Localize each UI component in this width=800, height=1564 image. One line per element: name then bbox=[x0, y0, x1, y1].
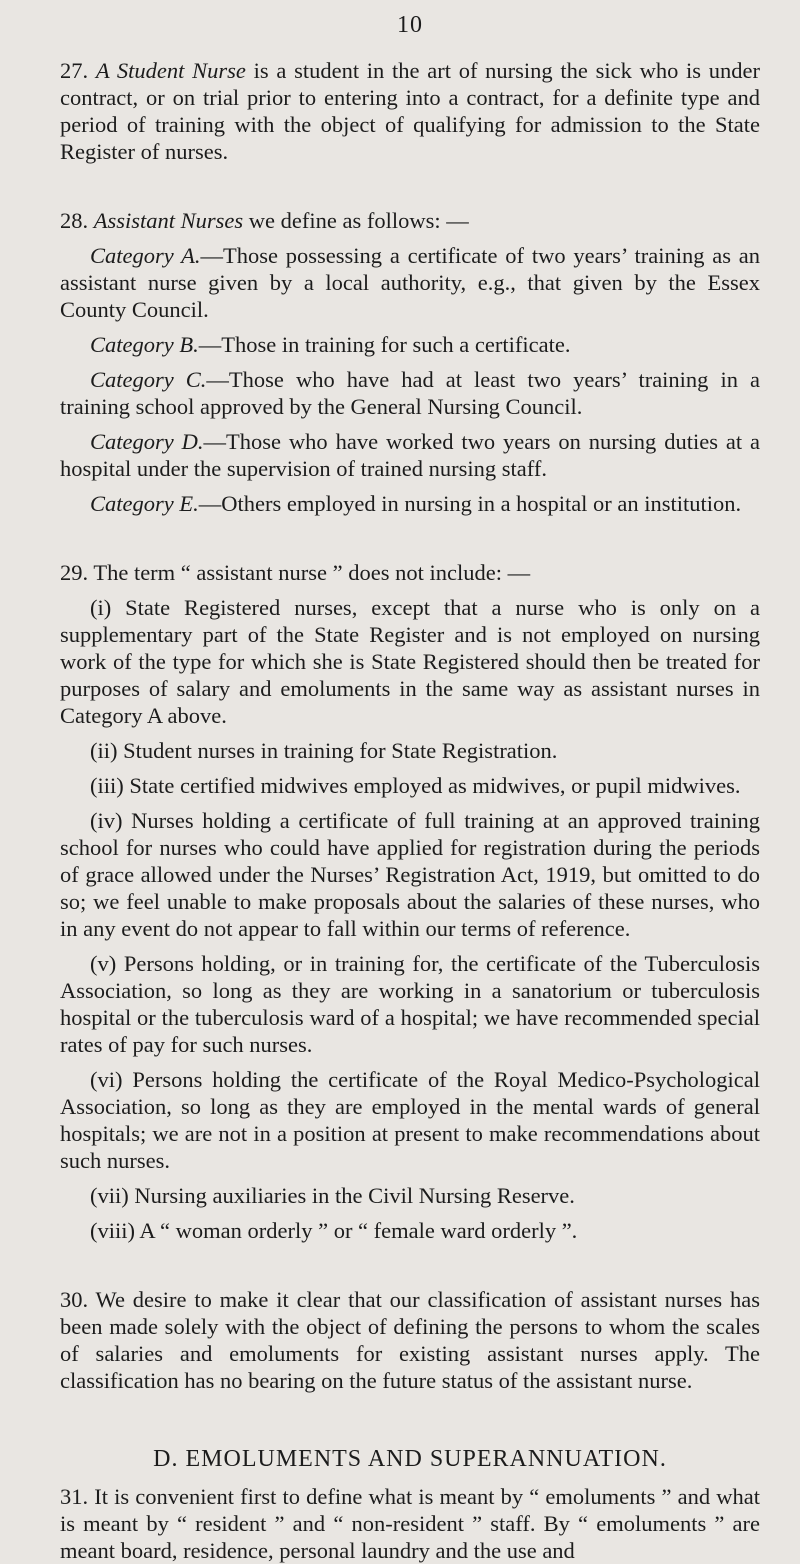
category-e-label: Category E. bbox=[90, 491, 199, 516]
paragraph-28-term: Assistant Nurses bbox=[93, 208, 244, 233]
section-heading: D. EMOLUMENTS AND SUPERANNUATION. bbox=[153, 1446, 667, 1472]
category-c bbox=[60, 366, 760, 420]
category-d bbox=[60, 428, 760, 482]
category-b bbox=[60, 331, 760, 358]
exclusion-item-i: (i) State Registered nurses, except that a nurse who is only on a supplementary part of the State Register and is not employed on nursing work of the type for which she is State Registered should then be treated for purposes of salary and emoluments in the same way as assistant nurses in Category A above. bbox=[60, 595, 760, 728]
paragraph-31: 31. It is convenient first to define what is meant by “ emoluments ” and what is meant by “ resident ” and “ non-resident ” staff. By “ emoluments ” are meant board, residence, personal laundry and the use and bbox=[60, 1484, 760, 1563]
category-e-text: —Others employed in nursing in a hospital or an institution. bbox=[198, 491, 742, 516]
paragraph-27-number: 27. bbox=[60, 58, 89, 83]
category-c-label: Category C. bbox=[90, 367, 207, 392]
category-a-text: —Those possessing a certificate of two years’ training as an assistant nurse given by a local authority, e.g., that given by the Essex County Council. bbox=[60, 243, 760, 322]
category-b-label: Category B. bbox=[90, 332, 199, 357]
exclusion-item-viii: (viii) A “ woman orderly ” or “ female ward orderly ”. bbox=[90, 1218, 578, 1243]
category-a-label: Category A. bbox=[90, 243, 201, 268]
category-d-text: —Those who have worked two years on nursing duties at a hospital under the supervision of trained nursing staff. bbox=[60, 429, 760, 481]
exclusion-item-vi: (vi) Persons holding the certificate of the Royal Medico-Psychological Association, so long as they are employed in the mental wards of general hospitals; we are not in a position at present to make recommendations about such nurses. bbox=[60, 1067, 760, 1173]
category-d-label: Category D. bbox=[90, 429, 204, 454]
category-e bbox=[60, 490, 760, 517]
exclusion-item-v: (v) Persons holding, or in training for, the certificate of the Tuberculosis Association, so long as they are working in a sanatorium or tuberculosis hospital or the tuberculosis ward of a hospital; we have recommended special rates of pay for such nurses. bbox=[60, 951, 760, 1057]
paragraph-28-intro bbox=[60, 207, 760, 234]
paragraph-29-intro: 29. The term “ assistant nurse ” does not include: — bbox=[60, 560, 531, 585]
category-a bbox=[60, 242, 760, 323]
category-b-text: —Those in training for such a certificate. bbox=[198, 332, 571, 357]
paragraph-27-text: is a student in the art of nursing the sick who is under contract, or on trial prior to entering into a contract, for a definite type and period of training with the object of qualifying for admission to the State Register of nurses. bbox=[60, 58, 761, 164]
category-c-text: —Those who have had at least two years’ training in a training school approved by the General Nursing Council. bbox=[60, 367, 760, 419]
page-number: 10 bbox=[397, 12, 423, 38]
paragraph-27-term: A Student Nurse bbox=[95, 58, 246, 83]
exclusion-item-vii: (vii) Nursing auxiliaries in the Civil Nursing Reserve. bbox=[90, 1183, 575, 1208]
paragraph-28-intro-text: we define as follows: — bbox=[243, 208, 469, 233]
exclusion-item-ii: (ii) Student nurses in training for State Registration. bbox=[90, 738, 558, 763]
exclusion-item-iii: (iii) State certified midwives employed as midwives, or pupil midwives. bbox=[90, 773, 741, 798]
exclusion-item-iv: (iv) Nurses holding a certificate of full training at an approved training school for nurses who could have applied for registration during the periods of grace allowed under the Nurses’ Registration Act, 1919, but omitted to do so; we feel unable to make proposals about the salaries of these nurses, who in any event do not appear to fall within our terms of reference. bbox=[60, 808, 760, 941]
paragraph-30: 30. We desire to make it clear that our classification of assistant nurses has been made solely with the object of defining the persons to whom the scales of salaries and emoluments for existing assistant nurses apply. The classification has no bearing on the future status of the assistant nurse. bbox=[60, 1287, 760, 1393]
paragraph-28-number: 28. bbox=[60, 208, 89, 233]
paragraph-27 bbox=[60, 57, 760, 165]
